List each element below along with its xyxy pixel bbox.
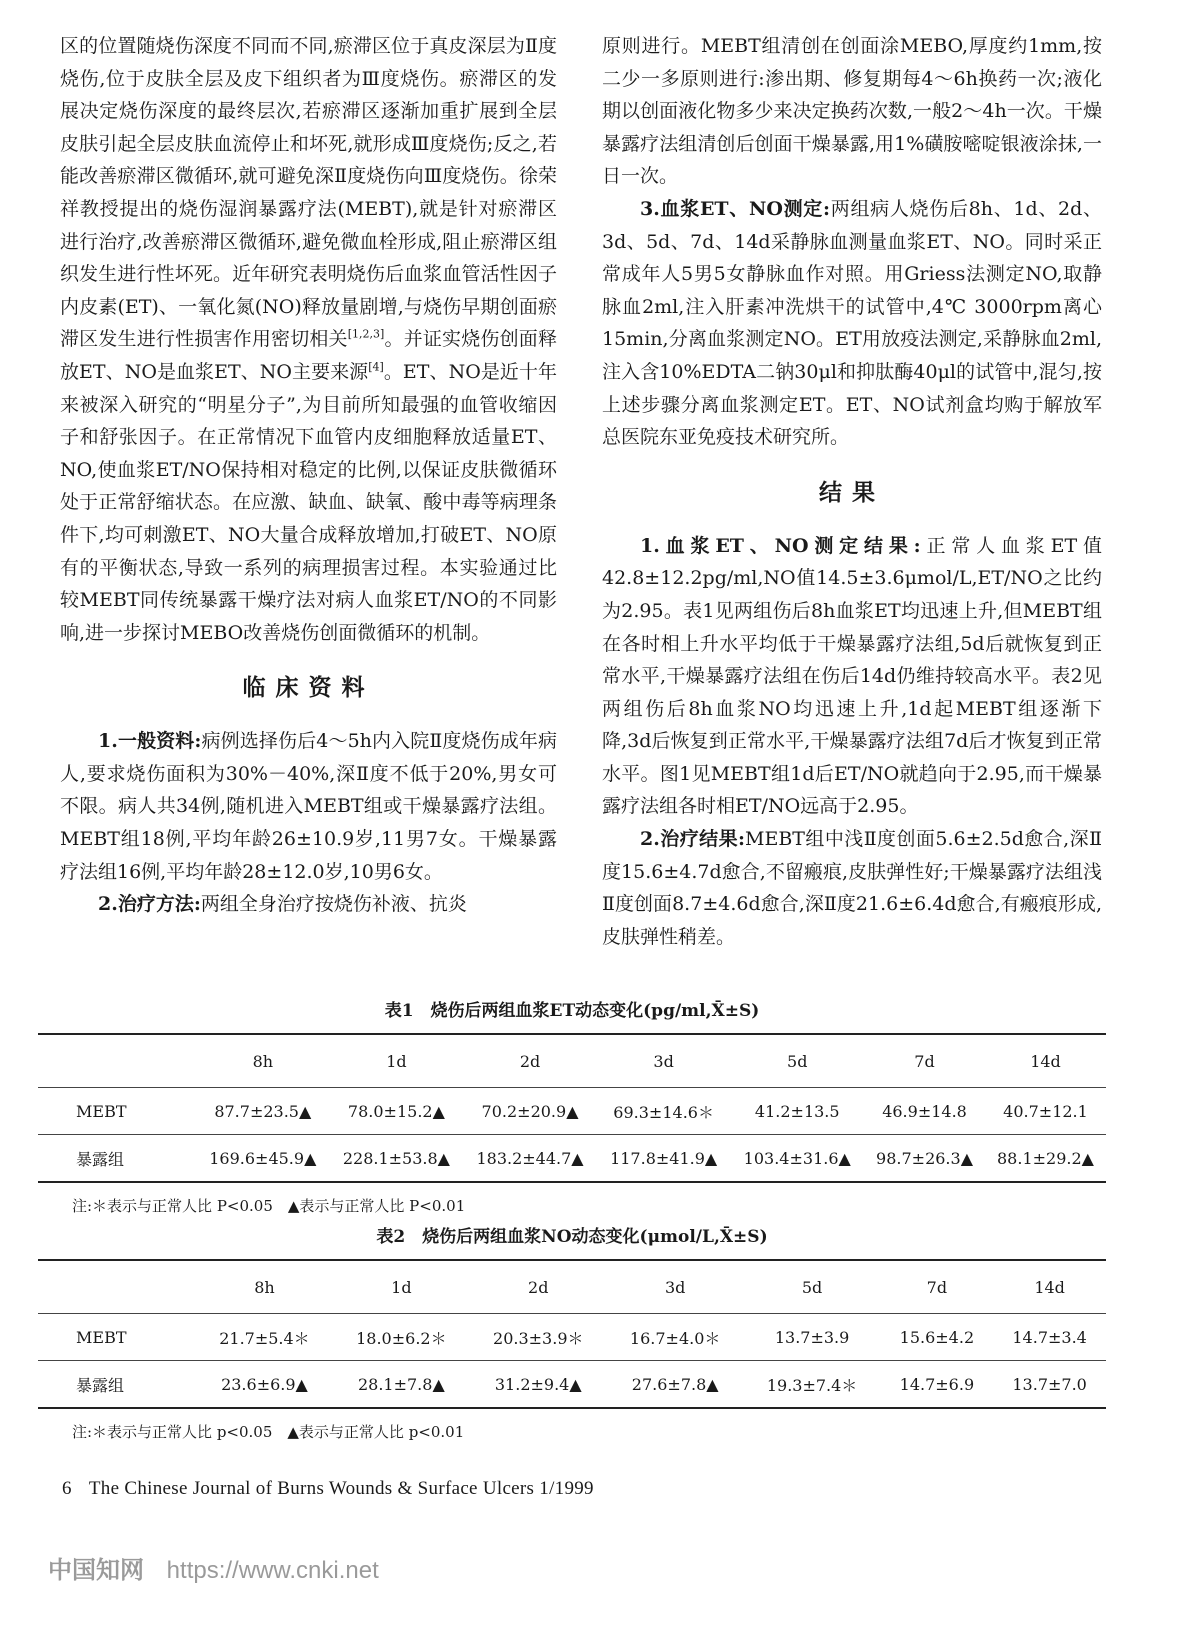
table-1-grid [38, 1033, 1106, 1183]
row-label: 暴露组 [76, 1375, 125, 1395]
table-cell: 15.6±4.2 [899, 1327, 975, 1347]
section-heading-results: 结果 [819, 478, 885, 506]
table-cell: 87.7±23.5▲ [214, 1101, 312, 1121]
table-row [38, 1088, 1106, 1135]
table-cell: 16.7±4.0＊ [629, 1328, 721, 1348]
table-1-note: 注:＊表示与正常人比 P<0.05 ▲表示与正常人比 P<0.01 [72, 1197, 466, 1215]
citation-ref-4[interactable]: [4] [368, 360, 384, 374]
table-2-note: 注:＊表示与正常人比 p<0.05 ▲表示与正常人比 p<0.01 [72, 1423, 465, 1441]
table-cell: 31.2±9.4▲ [494, 1374, 582, 1394]
intro-text-part1: 区的位置随烧伤深度不同而不同,瘀滞区位于真皮深层为Ⅱ度烧伤,位于皮肤全层及皮下组织者为Ⅲ度烧伤。瘀滞区的发展决定烧伤深度的最终层次,若瘀滞区逐渐加重扩展到全层皮肤引起全层皮肤血流停止和坏死,就形成Ⅲ度烧伤;反之,若能改善瘀滞区微循环,就可避免深Ⅱ度烧伤向Ⅲ度烧伤。徐荣祥教授提出的烧伤湿润暴露疗法(MEBT),就是针对瘀滞区进行治疗,改善瘀滞区微循环,避免微血栓形成,阻止瘀滞区组织发生进行性坏死。近年研究表明烧伤后血浆血管活性因子内皮素(ET)、一氧化氮(NO)释放量剧增,与烧伤早期创面瘀滞区发生进行性损害作用密切相关 [60, 35, 557, 351]
table-header-cell: 3d [653, 1051, 674, 1071]
table-cell: 40.7±12.1 [1003, 1101, 1088, 1121]
table-cell: 21.7±5.4＊ [219, 1328, 310, 1348]
table-cell: 169.6±45.9▲ [209, 1148, 317, 1168]
table-cell: 183.2±44.7▲ [476, 1148, 584, 1168]
table-cell: 13.7±7.0 [1012, 1374, 1087, 1394]
cnki-url-link[interactable]: https://www.cnki.net [166, 1557, 379, 1584]
table-2-no [38, 1222, 1106, 1442]
treatment-method-text: 两组全身治疗按烧伤补液、抗炎 [200, 893, 467, 916]
table-row [38, 1135, 1106, 1183]
table-row [38, 1361, 1106, 1409]
table-cell: 13.7±3.9 [774, 1327, 850, 1347]
table-2-header-row [38, 1260, 1106, 1314]
table-cell: 228.1±53.8▲ [342, 1148, 450, 1168]
table-2-grid [38, 1259, 1106, 1409]
table-2-caption: 表2 烧伤后两组血浆NO动态变化(μmol/L,X̄±S) [376, 1227, 768, 1247]
right-column [602, 30, 1102, 953]
table-header-cell: 5d [801, 1277, 823, 1297]
treatment-continued-paragraph: 原则进行。MEBT组清创在创面涂MEBO,厚度约1mm,按二少一多原则进行:渗出期、修复期每4～6h换药一次;液化期以创面液化物多少来决定换药次数,一般2～4h一次。干燥暴露疗法组清创后创面干燥暴露,用1%磺胺嘧啶银液涂抹,一日一次。 [602, 35, 1102, 188]
table-header-cell: 7d [914, 1051, 935, 1071]
intro-text-part3: 。ET、NO是近十年来被深入研究的“明星分子”,为目前所知最强的血管收缩因子和舒张因子。在正常情况下血管内皮细胞释放适量ET、NO,使血浆ET/NO保持相对稳定的比例,以保证皮肤微循环处于正常舒缩状态。在应激、缺血、缺氧、酸中毒等病理条件下,均可刺激ET、NO大量合成释放增加,打破ET、NO原有的平衡状态,导致一系列的病理损害过程。本实验通过比较MEBT同传统暴露干燥疗法对病人血浆ET/NO的不同影响,进一步探讨MEBO改善烧伤创面微循环的机制。 [60, 360, 557, 644]
table-cell: 14.7±6.9 [899, 1374, 975, 1394]
table-1-et [38, 996, 1106, 1216]
general-data-text: 病例选择伤后4～5h内入院Ⅱ度烧伤成年病人,要求烧伤面积为30%－40%,深Ⅱ度不低于20%,男女可不限。病人共34例,随机进入MEBT组或干燥暴露疗法组。MEBT组18例,平均年龄26±10.9岁,11男7女。干燥暴露疗法组16例,平均年龄28±12.0岁,10男6女。 [60, 730, 557, 883]
cnki-brand-logo: 中国知网 [48, 1557, 144, 1584]
table-header-cell [38, 1034, 196, 1088]
table-cell: 70.2±20.9▲ [481, 1101, 579, 1121]
table-cell: 41.2±13.5 [754, 1101, 840, 1121]
table-cell: 88.1±29.2▲ [997, 1148, 1094, 1168]
table-header-cell: 14d [1030, 1051, 1061, 1071]
treatment-method-label: 2.治疗方法: [98, 893, 201, 916]
table-header-cell: 8h [254, 1277, 275, 1297]
table-cell: 23.6±6.9▲ [221, 1374, 308, 1394]
table-cell: 27.6±7.8▲ [631, 1374, 719, 1394]
table-cell: 18.0±6.2＊ [356, 1328, 447, 1348]
table-1-caption: 表1 烧伤后两组血浆ET动态变化(pg/ml,X̄±S) [384, 1001, 760, 1021]
general-data-label: 1.一般资料: [98, 730, 202, 753]
table-cell: 19.3±7.4＊ [766, 1375, 858, 1395]
results-treatment-text: MEBT组中浅Ⅱ度创面5.6±2.5d愈合,深Ⅱ度15.6±4.7d愈合,不留瘢痕,皮肤弹性好;干燥暴露疗法组浅Ⅱ度创面8.7±4.6d愈合,深Ⅱ度21.6±6.4d愈合,有瘢痕形成,皮肤弹性稍差。 [602, 828, 1102, 948]
table-header-cell: 1d [386, 1051, 407, 1071]
treatment-method-paragraph [60, 888, 557, 921]
table-cell: 117.8±41.9▲ [610, 1148, 718, 1168]
table-header-cell [38, 1260, 196, 1314]
intro-text-part2: 。并证实烧伤创面释放ET、NO是血浆ET、NO主要来源 [60, 328, 557, 383]
table-header-cell: 7d [926, 1277, 948, 1297]
journal-name: The Chinese Journal of Burns Wounds & Surface Ulcers 1/1999 [88, 1478, 594, 1499]
page-number: 6 [62, 1478, 72, 1499]
table-cell: 20.3±3.9＊ [493, 1328, 584, 1348]
table-header-cell: 14d [1034, 1277, 1065, 1297]
citation-ref-1-2-3[interactable]: [1,2,3] [347, 328, 385, 342]
table-cell: 28.1±7.8▲ [357, 1374, 445, 1394]
table-cell: 46.9±14.8 [882, 1101, 967, 1121]
left-column [60, 30, 557, 921]
results-et-no-text: 正常人血浆ET值42.8±12.2pg/ml,NO值14.5±3.6μmol/L,ET/NO之比约为2.95。表1见两组伤后8h血浆ET均迅速上升,但MEBT组在各时相上升水平均低于干燥暴露疗法组,5d后就恢复到正常水平,干燥暴露疗法组在伤后14d仍维持较高水平。表2见两组伤后8h血浆NO均迅速上升,1d起MEBT组逐渐下降,3d后恢复到正常水平,干燥暴露疗法组7d后才恢复到正常水平。图1见MEBT组1d后ET/NO就趋向于2.95,而干燥暴露疗法组各时相ET/NO远高于2.95。 [602, 534, 1103, 818]
row-label: MEBT [76, 1327, 127, 1347]
measurement-text: 两组病人烧伤后8h、1d、2d、3d、5d、7d、14d采静脉血测量血浆ET、NO。同时采正常成年人5男5女静脉血作对照。用Griess法测定NO,取静脉血2ml,注入肝素冲洗烘干的试管中,4℃ 3000rpm离心15min,分离血浆测定NO。ET用放疫法测定,采静脉血2ml,注入含10%EDTA二钠30μl和抑肽酶40μl的试管中,混匀,按上述步骤分离血浆测定ET。ET、NO试剂盒均购于解放军总医院东亚免疫技术研究所。 [602, 197, 1103, 449]
measurement-paragraph [602, 193, 1102, 454]
table-row [38, 1314, 1106, 1361]
page-footer [62, 1478, 594, 1500]
intro-paragraph [60, 30, 557, 649]
table-header-cell: 8h [252, 1051, 274, 1071]
results-treatment-paragraph [602, 823, 1102, 953]
table-cell: 98.7±26.3▲ [876, 1148, 973, 1168]
table-header-cell: 2d [528, 1277, 549, 1297]
table-header-cell: 3d [664, 1277, 686, 1297]
general-data-paragraph [60, 725, 557, 888]
row-label: 暴露组 [76, 1149, 125, 1169]
measurement-label: 3.血浆ET、NO测定: [640, 197, 831, 220]
table-cell: 14.7±3.4 [1012, 1327, 1087, 1347]
table-header-cell: 5d [787, 1051, 808, 1071]
section-heading-clinical-data: 临床资料 [242, 674, 375, 702]
table-cell: 103.4±31.6▲ [743, 1148, 851, 1168]
results-treatment-label: 2.治疗结果: [640, 828, 746, 851]
cnki-watermark [48, 1550, 379, 1585]
table-header-cell: 1d [391, 1277, 412, 1297]
table-cell: 78.0±15.2▲ [347, 1101, 445, 1121]
table-header-cell: 2d [519, 1051, 541, 1071]
row-label: MEBT [76, 1101, 127, 1121]
results-et-no-paragraph [602, 530, 1102, 823]
table-cell: 69.3±14.6＊ [613, 1102, 714, 1122]
table-1-header-row [38, 1034, 1106, 1088]
results-et-no-label: 1.血浆ET、NO测定结果: [640, 534, 921, 557]
